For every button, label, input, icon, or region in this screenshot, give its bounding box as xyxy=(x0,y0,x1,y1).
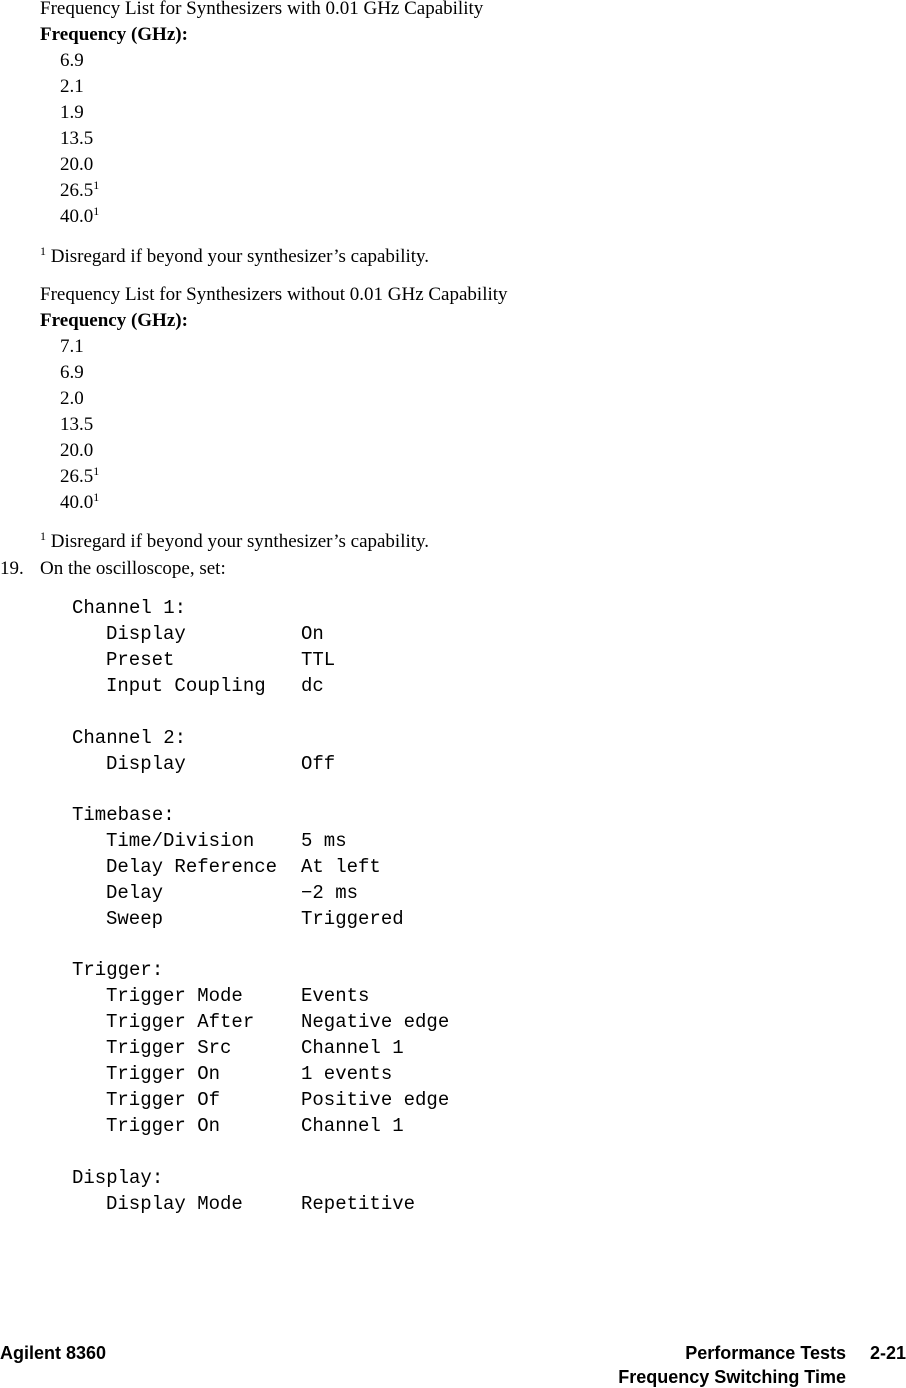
footer-subsection: Frequency Switching Time xyxy=(618,1367,846,1387)
footnote-1: $^1$ Disregard if beyond your synthesizer’s capability. xyxy=(40,244,430,267)
footer-page-number: 2-21 xyxy=(869,1343,906,1363)
step-text: On the oscilloscope, set: xyxy=(40,558,226,579)
settings-group-title: Channel 1: xyxy=(72,597,187,619)
freq-heading-2: Frequency (GHz): xyxy=(40,310,188,331)
footnote-marker: 1 xyxy=(93,178,100,192)
setting-label: Trigger Of xyxy=(106,1089,221,1111)
setting-value: Off xyxy=(301,753,336,775)
setting-value: Repetitive xyxy=(301,1193,416,1215)
settings-group-title: Timebase: xyxy=(72,804,175,826)
settings-group-title: Display: xyxy=(72,1167,164,1189)
list-item: 40.0$^1$ xyxy=(60,490,100,513)
setting-label: Display xyxy=(106,623,186,645)
setting-value: Channel 1 xyxy=(301,1037,404,1059)
freq-heading-1: Frequency (GHz): xyxy=(40,24,188,45)
freq-list-title-2: Frequency List for Synthesizers without 0.01 GHz Capability xyxy=(40,284,508,305)
setting-value: Events xyxy=(301,985,370,1007)
setting-value: dc xyxy=(301,675,324,697)
list-item: 20.0 xyxy=(60,440,94,461)
list-item: 20.0 xyxy=(60,154,94,175)
footnote-marker: 1 xyxy=(93,490,100,504)
setting-value: Negative edge xyxy=(301,1011,450,1033)
setting-label: Display Mode xyxy=(106,1193,243,1215)
settings-group-title: Channel 2: xyxy=(72,727,187,749)
step-number: 19. xyxy=(0,558,24,579)
setting-label: Trigger Src xyxy=(106,1037,232,1059)
footnote-marker: 1 xyxy=(93,204,100,218)
setting-label: Sweep xyxy=(106,908,164,930)
list-item: 13.5 xyxy=(60,414,94,435)
footnote-2: $^1$ Disregard if beyond your synthesizer’s capability. xyxy=(40,529,430,552)
setting-value: 1 events xyxy=(301,1063,393,1085)
setting-value: −2 ms xyxy=(301,882,359,904)
setting-label: Input Coupling xyxy=(106,675,266,697)
setting-value: Positive edge xyxy=(301,1089,450,1111)
list-item: 13.5 xyxy=(60,128,94,149)
setting-label: Time/Division xyxy=(106,830,255,852)
setting-value: TTL xyxy=(301,649,336,671)
list-item: 2.1 xyxy=(60,76,84,97)
setting-label: Trigger After xyxy=(106,1011,255,1033)
list-item: 7.1 xyxy=(60,336,84,357)
freq-list-title-1: Frequency List for Synthesizers with 0.01 GHz Capability xyxy=(40,0,484,19)
list-item: 2.0 xyxy=(60,388,84,409)
footnote-marker: 1 xyxy=(93,464,100,478)
setting-value: At left xyxy=(301,856,381,878)
footer-section: Performance Tests xyxy=(685,1343,846,1363)
list-item: 26.5$^1$ xyxy=(60,178,100,201)
setting-value: 5 ms xyxy=(301,830,347,852)
list-item: 6.9 xyxy=(60,362,84,383)
footer-product: Agilent 8360 xyxy=(0,1343,107,1363)
list-item: 1.9 xyxy=(60,102,84,123)
setting-label: Preset xyxy=(106,649,175,671)
settings-group-title: Trigger: xyxy=(72,959,164,981)
setting-value: Triggered xyxy=(301,908,404,930)
setting-value: On xyxy=(301,623,324,645)
setting-label: Display xyxy=(106,753,186,775)
setting-label: Delay xyxy=(106,882,164,904)
setting-label: Delay Reference xyxy=(106,856,278,878)
setting-label: Trigger Mode xyxy=(106,985,243,1007)
setting-label: Trigger On xyxy=(106,1115,221,1137)
setting-label: Trigger On xyxy=(106,1063,221,1085)
setting-value: Channel 1 xyxy=(301,1115,404,1137)
list-item: 26.5$^1$ xyxy=(60,464,100,487)
list-item: 6.9 xyxy=(60,50,84,71)
list-item: 40.0$^1$ xyxy=(60,204,100,227)
